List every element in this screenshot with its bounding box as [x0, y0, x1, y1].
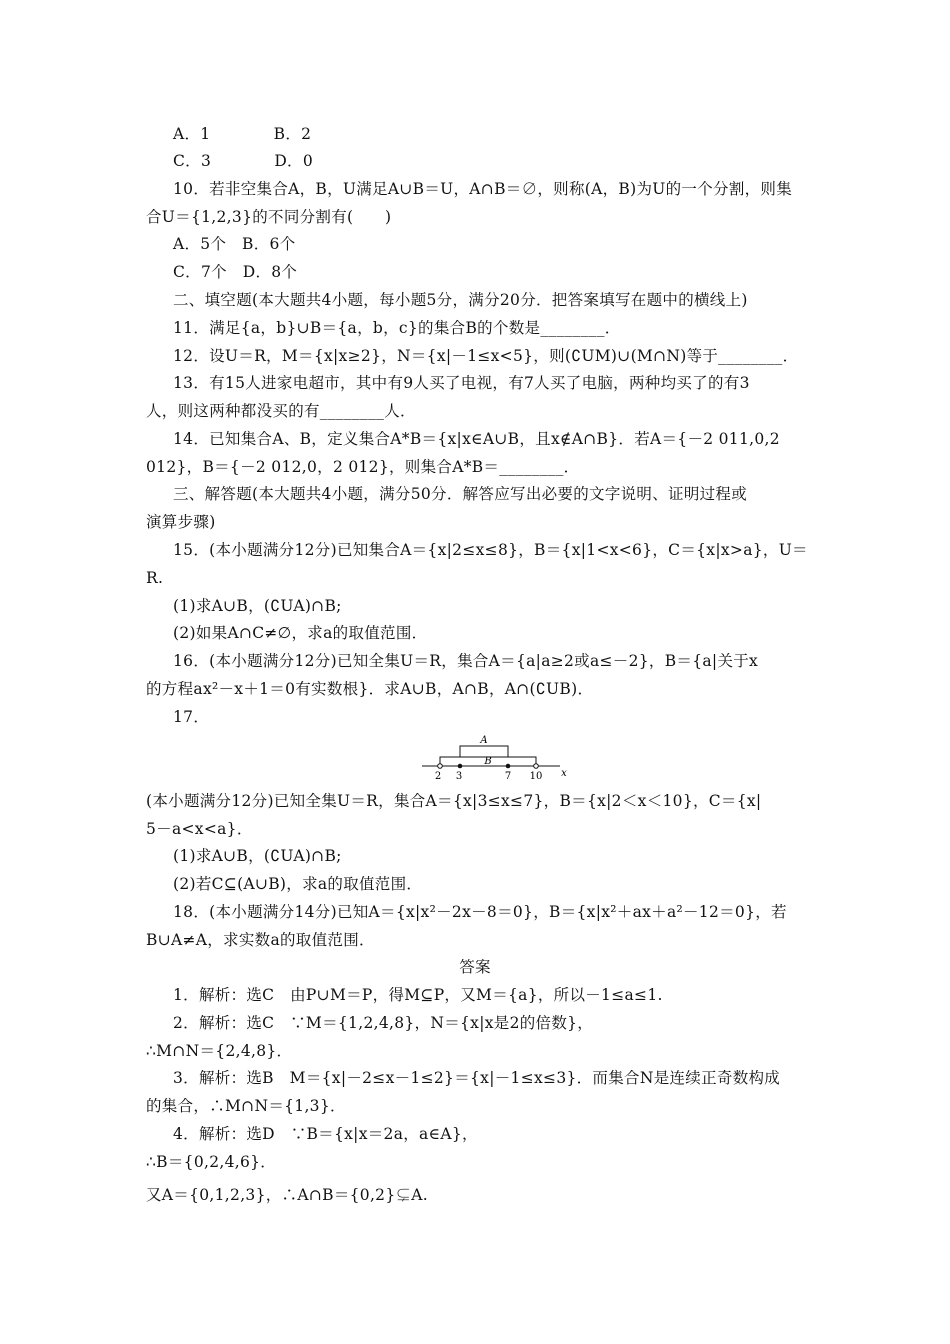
tick-label-7: 7: [504, 771, 512, 782]
question-15-part-2: (2)如果A∩C≠∅，求a的取值范围．: [173, 624, 428, 642]
number-line-figure: [418, 732, 570, 782]
section-3-heading-line-2: 演算步骤): [146, 513, 216, 531]
question-13-line-2: 人，则这两种都没买的有________人．: [146, 402, 416, 420]
question-17-part-1: (1)求A∪B，(∁UA)∩B;: [173, 847, 342, 865]
question-11: 11．满足{a，b}∪B＝{a，b，c}的集合B的个数是________．: [173, 319, 621, 337]
point-7-closed: [506, 764, 511, 769]
options-cd-q10: C．7个 D．8个: [173, 263, 298, 281]
axis-label-x: x: [561, 768, 567, 779]
answer-1: 1．解析：选C 由P∪M＝P，得M⊆P，又M＝{a}，所以－1≤a≤1.: [173, 986, 663, 1004]
section-3-heading-line-1: 三、解答题(本大题共4小题，满分50分．解答应写出必要的文字说明、证明过程或: [173, 485, 748, 503]
question-10-line-1: 10．若非空集合A，B，U满足A∪B＝U，A∩B＝∅，则称(A，B)为U的一个分割，则集: [173, 180, 793, 198]
question-15-part-1: (1)求A∪B，(∁UA)∩B;: [173, 597, 342, 615]
answer-4-line-2: ∴B＝{0,2,4,6}．: [146, 1153, 277, 1171]
point-2-open: [438, 764, 443, 769]
question-13-line-1: 13．有15人进家电超市，其中有9人买了电视，有7人买了电脑，两种均买了的有3: [173, 374, 750, 392]
answer-3-line-2: 的集合，∴M∩N＝{1,3}．: [146, 1097, 346, 1115]
point-3-closed: [458, 764, 463, 769]
answer-4-line-3: 又A＝{0,1,2,3}，∴A∩B＝{0,2}⊊A.: [146, 1186, 429, 1204]
tick-label-3: 3: [455, 771, 463, 782]
tick-label-10: 10: [529, 771, 543, 782]
set-a-label: A: [480, 735, 488, 746]
question-12: 12．设U＝R，M＝{x|x≥2}，N＝{x|－1≤x<5}，则(∁UM)∪(M∩N)等于________．: [173, 347, 799, 365]
question-16-line-1: 16．(本小题满分12分)已知全集U＝R，集合A＝{a|a≥2或a≤－2}，B＝{a|关于x: [173, 652, 759, 670]
answer-3-line-1: 3．解析：选B M＝{x|－2≤x－1≤2}＝{x|－1≤x≤3}．而集合N是连续正奇数构成: [173, 1069, 781, 1087]
question-14-line-1: 14．已知集合A、B，定义集合A*B＝{x|x∈A∪B，且x∉A∩B}．若A＝{－2 011,0,2: [173, 430, 780, 448]
answer-2-line-1: 2．解析：选C ∵M＝{1,2,4,8}，N＝{x|x是2的倍数}，: [173, 1014, 594, 1032]
question-10-line-2: 合U＝{1,2,3}的不同分割有( ): [146, 208, 392, 226]
question-18-line-2: B∪A≠A，求实数a的取值范围．: [146, 931, 375, 949]
question-16-line-2: 的方程ax²－x＋1＝0有实数根}．求A∪B，A∩B，A∩(∁UB)．: [146, 680, 594, 698]
question-17-part-2: (2)若C⊆(A∪B)，求a的取值范围．: [173, 875, 423, 893]
options-ab-q9: A．1 B．2: [173, 125, 312, 143]
answer-2-line-2: ∴M∩N＝{2,4,8}．: [146, 1042, 293, 1060]
set-b-label: B: [484, 756, 492, 767]
tick-label-2: 2: [434, 771, 442, 782]
question-15-line-1: 15．(本小题满分12分)已知集合A＝{x|2≤x≤8}，B＝{x|1<x<6}，C＝{x|x>a}，U＝: [173, 541, 808, 559]
section-2-heading: 二、填空题(本大题共4小题，每小题5分，满分20分．把答案填写在题中的横线上): [173, 291, 748, 309]
question-17-line-1: (本小题满分12分)已知全集U＝R，集合A＝{x|3≤x≤7}，B＝{x|2＜x＜10}，C＝{x|: [146, 792, 762, 810]
answers-heading: 答案: [459, 958, 491, 976]
question-15-line-2: R.: [146, 569, 164, 587]
question-18-line-1: 18．(本小题满分14分)已知A＝{x|x²－2x－8＝0}，B＝{x|x²＋ax＋a²－12＝0}，若: [173, 903, 787, 921]
point-10-open: [534, 764, 539, 769]
question-17-number: 17．: [173, 708, 210, 726]
answer-4-line-1: 4．解析：选D ∵B＝{x|x＝2a，a∈A}，: [173, 1125, 478, 1143]
options-cd-q9: C．3 D．0: [173, 152, 314, 170]
question-14-line-2: 012}，B＝{－2 012,0，2 012}，则集合A*B＝________．: [146, 458, 580, 476]
options-ab-q10: A．5个 B．6个: [173, 235, 296, 253]
question-17-line-2: 5－a<x<a}．: [146, 820, 253, 838]
